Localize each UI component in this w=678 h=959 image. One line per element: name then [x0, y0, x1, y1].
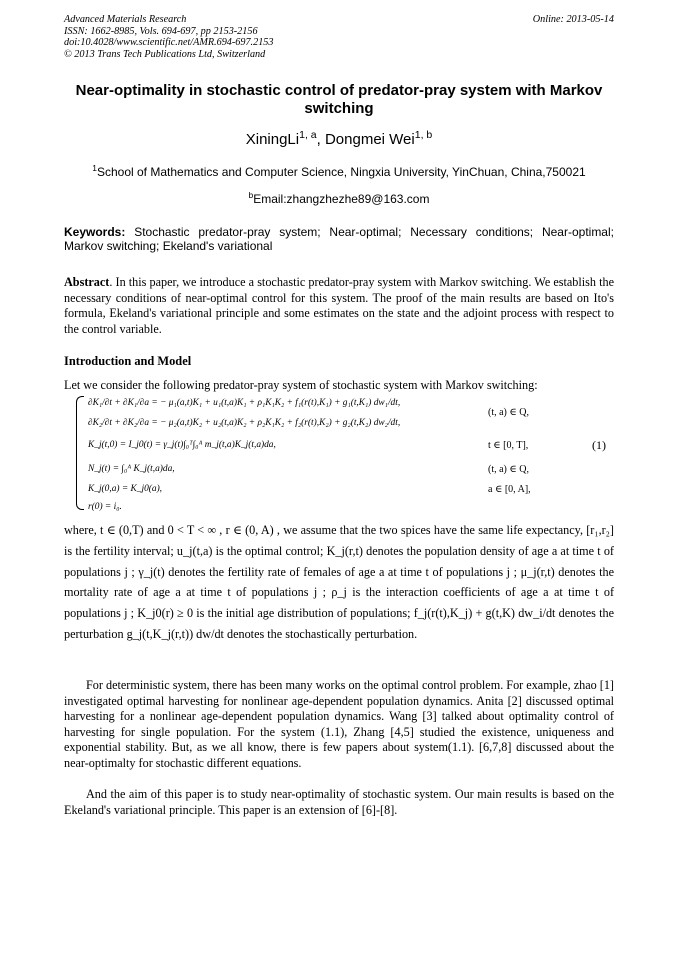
equation-brace: [76, 396, 84, 510]
equation-condition-3: (t, a) ∈ Q,: [488, 464, 530, 475]
author-separator: ,: [316, 131, 325, 148]
journal-name: Advanced Materials Research: [64, 14, 187, 25]
equation-line-4: N_j(t) = ∫₀ᴬ K_j(t,a)da,: [88, 464, 175, 474]
keywords-text: Stochastic predator-pray system; Near-optimal; Necessary conditions; Near-optimal; Markov switching; Ekeland's variational: [64, 225, 614, 253]
abstract: [64, 275, 614, 337]
equation-line-6: r(0) = i₀.: [88, 502, 122, 512]
author-1: XiningLi: [245, 131, 300, 148]
affiliation-sup: 1: [92, 163, 97, 173]
author-2-sup: 1, b: [414, 129, 433, 141]
section-title: Introduction and Model: [64, 354, 192, 368]
email-text: Email:zhangzhezhe89@163.com: [253, 192, 430, 206]
keywords-label: Keywords:: [64, 225, 126, 239]
equation-line-3: K_j(t,0) = I_j0(t) = γ_j(t)∫₀ᵀ∫₀ᴬ m_j(t,a)K_j(t,a)da,: [88, 440, 276, 450]
equation-line-2: ∂K₂/∂t + ∂K₂/∂a = − μ₂(a,t)K₂ + u₂(t,a)K₂ + ρ₂K₁K₂ + f₂(r(t),K₂) + g₂(t,K₂) dw₂/dt,: [88, 418, 401, 428]
author-2: Dongmei Wei: [324, 131, 415, 148]
online-date: Online: 2013-05-14: [532, 14, 614, 25]
author-1-sup: 1, a: [299, 129, 317, 141]
issn-line: ISSN: 1662-8985, Vols. 694-697, pp 2153-2156: [64, 25, 258, 37]
paragraph-aim: And the aim of this paper is to study near-optimality of stochastic system. Our main results is based on the Ekeland's variational principle. This paper is an extension of [6]-[8].: [64, 787, 614, 817]
keywords: [64, 226, 614, 254]
email: [64, 192, 614, 206]
paper-title: Near-optimality in stochastic control of predator-pray system with Markov switching: [75, 82, 603, 117]
author-line: [64, 131, 614, 148]
journal-header: [64, 14, 273, 60]
equation-line-1: ∂K₁/∂t + ∂K₁/∂a = − μ₁(a,t)K₁ + u₁(t,a)K₁ + ρ₁K₁K₂ + f₁(r(t),K₁) + g₁(t,K₁) dw₁/dt,: [88, 398, 401, 408]
doi-line: doi:10.4028/www.scientific.net/AMR.694-697.2153: [64, 37, 274, 49]
equation-condition-2: t ∈ [0, T],: [488, 440, 529, 451]
equation-line-5: K_j(0,a) = K_j0(a),: [88, 484, 163, 494]
affiliation-text: School of Mathematics and Computer Science, Ningxia University, YinChuan, China,750021: [96, 165, 586, 179]
abstract-text: . In this paper, we introduce a stochastic predator-pray system with Markov switching. We establish the necessary conditions of near-optimal control for this system. The proof of the main results are based on Ito's formula, Ekeland's variational principle and some estimates on the state and the adjoint process with respect to the control variable.: [64, 275, 614, 336]
email-sup: b: [248, 190, 254, 200]
equation-number: (1): [592, 438, 606, 452]
equation-condition-4: a ∈ [0, A],: [488, 484, 531, 495]
copyright-line: © 2013 Trans Tech Publications Ltd, Switzerland: [64, 48, 266, 60]
equation-system: [76, 394, 616, 512]
abstract-label: Abstract: [64, 275, 110, 289]
affiliation: [64, 165, 614, 179]
paragraph-deterministic: For deterministic system, there has been many works on the optimal control problem. For example, zhao [1] investigated optimal harvesting for nonlinear age-dependent population dynamics. Anita [2] discussed optimal harvesting for a nonlinear age-dependent population dynamics. Wang [3] talked about optimality control of harvesting for single population. For the system (1.1), Zhang [4,5] studied the existence, uniqueness and exponential stability. But, as we all know, there is few papers about system(1.1). [6,7,8] discussed about the near-optimalty for stochastic different equations.: [64, 678, 614, 770]
equation-condition-1: (t, a) ∈ Q,: [488, 407, 530, 418]
paragraph-where: where, t ∈ (0,T) and 0 < T < ∞ , r ∈ (0, A) , we assume that the two spices have the same life expectancy, [r₁,r₂] is the fertility interval; u_j(t,a) is the optimal control; K_j(r,t) denotes the population density of age a at time t of populations j ; γ_j(t) denotes the fertility rate of females of age a at time t of populations j ; μ_j(r,t) denotes the mortality rate of age a at time t of populations j ; ρ_j is the interaction coefficients of age a at time t of populations j ; K_j0(r) ≥ 0 is the initial age distribution of populations; f_j(r(t),K_j) + g(t,K) dw_i/dt denotes the perturbation g_j(t,K_j(r,t)) dw/dt denotes the stochastically perturbation.: [64, 523, 614, 641]
intro-line: Let we consider the following predator-pray system of stochastic system with Markov switching:: [64, 378, 538, 392]
